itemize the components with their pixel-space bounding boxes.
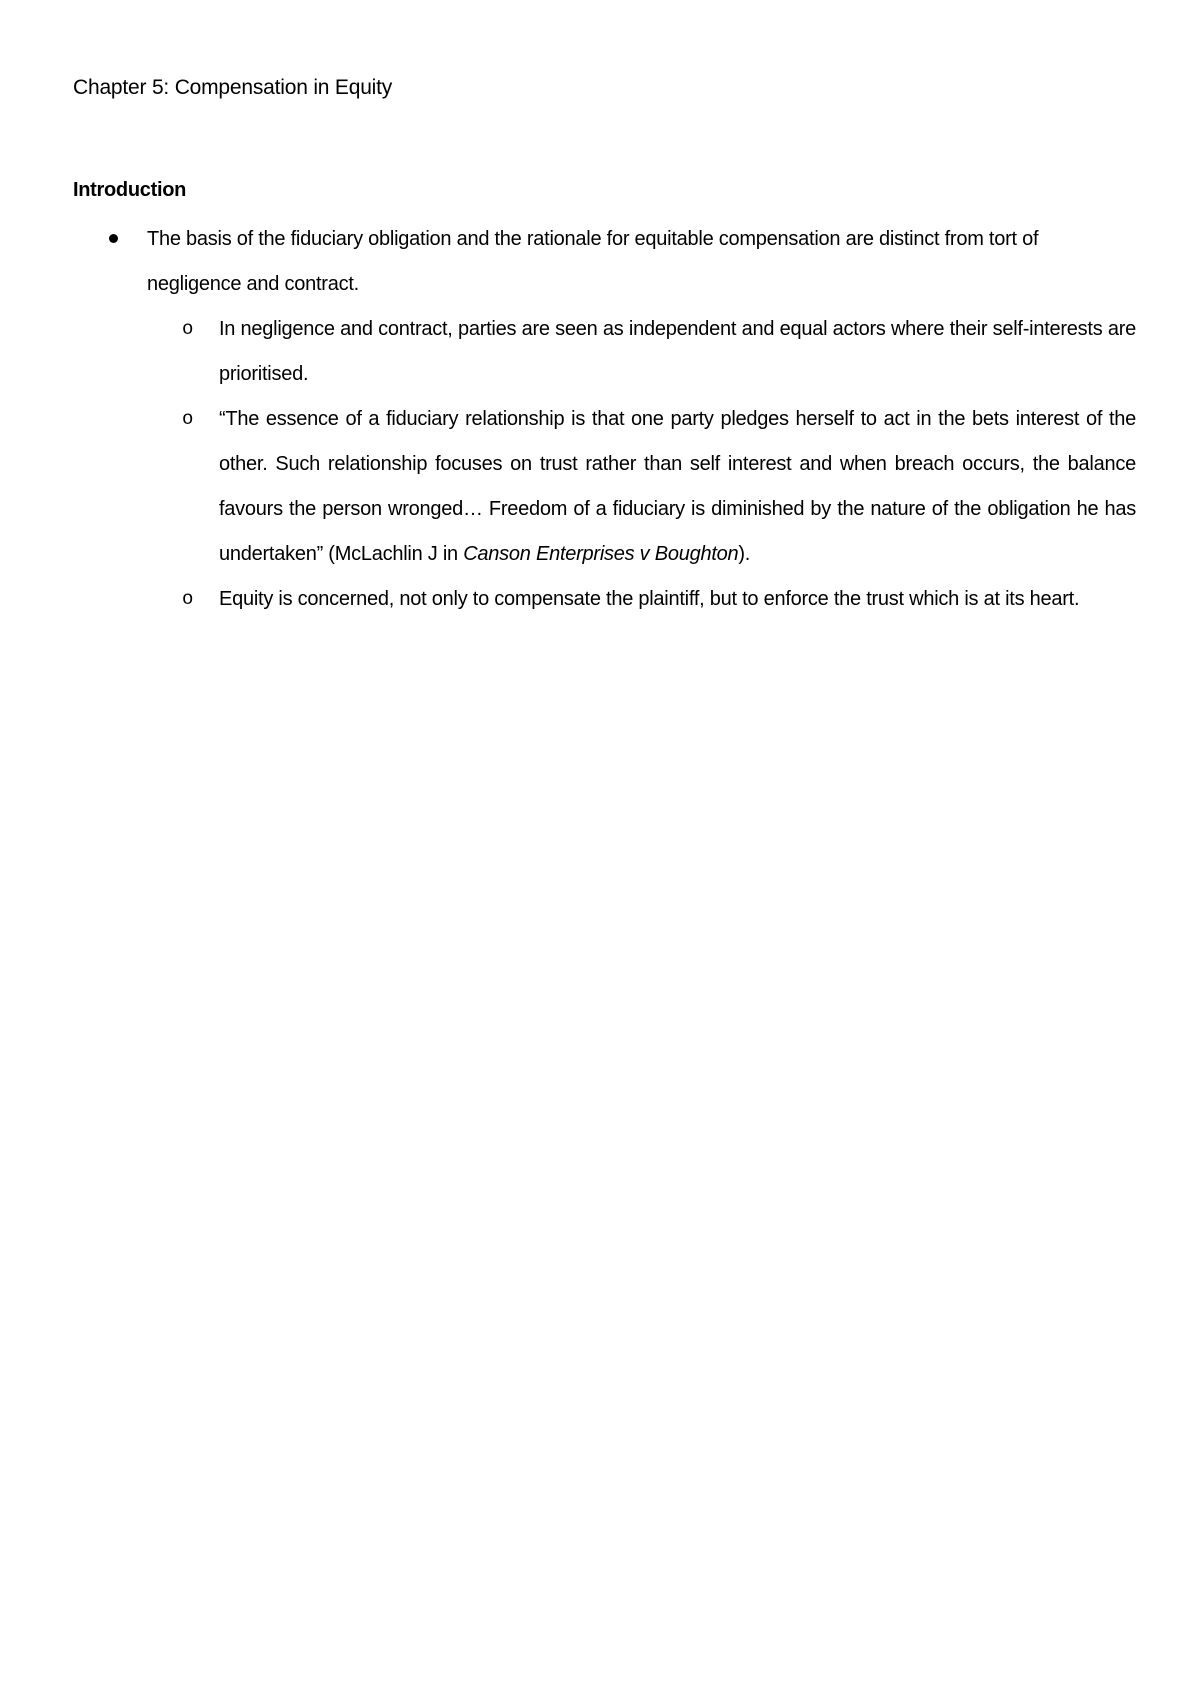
quote-closing: ). bbox=[738, 543, 751, 565]
quote-text: “The essence of a fiduciary relationship is that one party pledges herself to act in the bets interest of the other. Such relationship focuses on trust rather than self interest and when breach occurs, the balance favours the person wronged… Freedom of a fiduciary is diminished by the nature of the obligation he has undertaken” (McLachlin J in bbox=[219, 408, 1136, 565]
sub-bullet-item bbox=[0, 577, 1200, 622]
bullet-dot-icon bbox=[109, 234, 118, 243]
sub-bullet-text: In negligence and contract, parties are seen as independent and equal actors where their self-interests are prioritised. bbox=[219, 318, 1136, 385]
sub-bullet-list bbox=[0, 307, 1200, 622]
sub-bullet-text: Equity is concerned, not only to compensate the plaintiff, but to enforce the trust which is at its heart. bbox=[219, 588, 1080, 610]
bullet-item bbox=[0, 217, 1200, 307]
case-name: Canson Enterprises v Boughton bbox=[463, 543, 739, 565]
chapter-title: Chapter 5: Compensation in Equity bbox=[73, 76, 393, 99]
sub-bullet-item bbox=[0, 307, 1200, 397]
sub-bullet-item bbox=[0, 397, 1200, 577]
hollow-circle-bullet-icon: o bbox=[182, 318, 194, 340]
bullet-text: The basis of the fiduciary obligation and the rationale for equitable compensation are distinct from tort of negligence and contract. bbox=[147, 228, 1039, 295]
hollow-circle-bullet-icon: o bbox=[182, 588, 194, 610]
bullet-list bbox=[0, 217, 1200, 622]
hollow-circle-bullet-icon: o bbox=[182, 408, 194, 430]
section-heading: Introduction bbox=[73, 179, 187, 201]
